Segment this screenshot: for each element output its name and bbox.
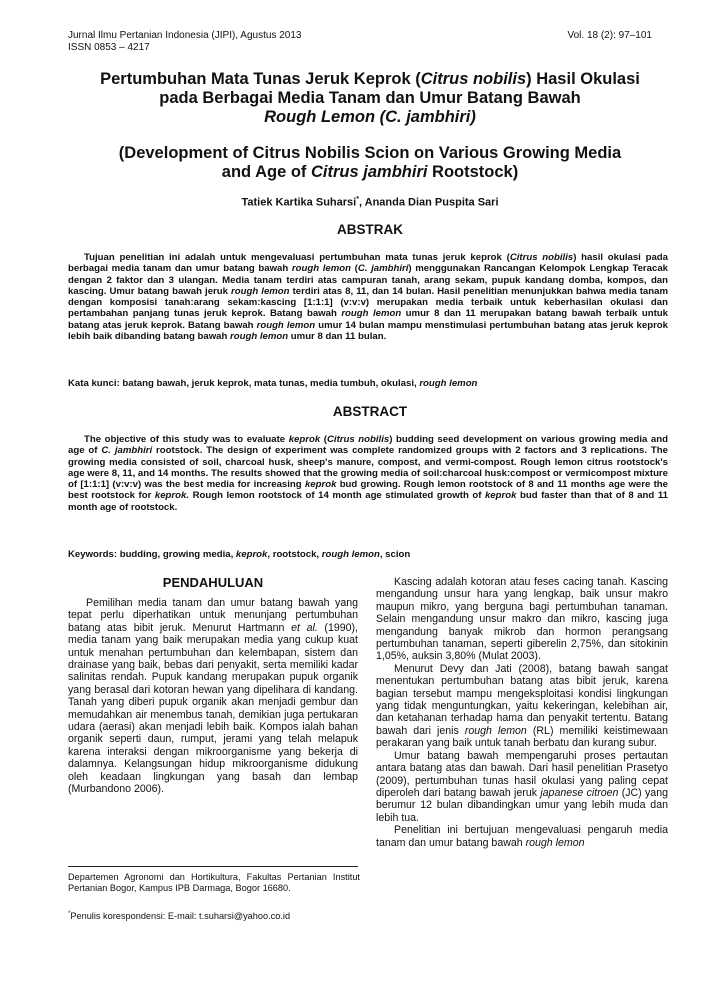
abstract-body: The objective of this study was to evaluate keprok (Citrus nobilis) budding seed development on various growing media and age of C. jambhiri rootstock. The design of experiment was complete randomized groups with 2 factors and 3 replications. The growing media consisted of soil, charcoal husk, sheep's manure, compost, and vermi-compost. Rough lemon citrus rootstock's age were 8, 11, and 14 months. The results showed that the growing media of soil:charcoal husk:compost or vermicompost mixture of [1:1:1] (v:v:v) was the best media for increasing keprok bud growing. Rough lemon rootstock of 8 and 11 months age were the best rootstock for keprok. Rough lemon rootstock of 14 month age stimulated growth of keprok bud faster than that of 8 and 11 month age of rootstock. xyxy=(68,434,668,513)
footnote-rule xyxy=(68,866,358,867)
issn: ISSN 0853 – 4217 xyxy=(68,42,150,53)
title-id-line-3: Rough Lemon (C. jambhiri) xyxy=(264,108,476,126)
keywords: Keywords: budding, growing media, keprok, rootstock, rough lemon, scion xyxy=(68,549,411,560)
title-en-line-1: (Development of Citrus Nobilis Scion on Various Growing Media xyxy=(118,144,622,162)
journal-header xyxy=(68,30,301,54)
paragraph-3: Menurut Devy dan Jati (2008), batang bawah sangat menentukan pertumbuhan batang atas bibit jeruk, karena bagian tersebut mampu mengeksploitasi kondisi lingkungan yang tidak menguntungkan, yaitu kekeringan, kelebihan air, dan ketahanan terhadap hama dan penyakit tertentu. Batang bawah dari jenis rough lemon (RL) memiliki keistimewaan perakaran yang baik untuk tanah berbatu dan kurang subur. xyxy=(376,662,669,750)
volume-info: Vol. 18 (2): 97–101 xyxy=(567,30,652,41)
title-id-text-2: ) Hasil Okulasi xyxy=(526,70,640,88)
abstrak-body: Tujuan penelitian ini adalah untuk mengevaluasi pertumbuhan mata tunas jeruk keprok (Citrus nobilis) hasil okulasi pada berbagai media tanam dan umur batang bawah rough lemon (C. jambhiri) menggunakan Rancangan Kelompok Lengkap Teracak dengan 2 faktor dan 3 ulangan. Media tanam terdiri atas campuran tanah, arang sekam, pupuk kandang domba, kompos, dan kascing. Umur batang bawah jeruk rough lemon terdiri atas 8, 11, dan 14 bulan. Hasil penelitian menunjukkan bahwa media tanam dengan komposisi tanah:arang sekam:kascing [1:1:1] (v:v:v) merupakan media terbaik untuk keberhasilan okulasi dan pertambahan panjang tunas jeruk keprok. Batang bawah rough lemon umur 8 dan 11 merupakan batang bawah terbaik untuk batang atas jeruk keprok. Batang bawah rough lemon umur 14 bulan mampu menstimulasi pertumbuhan batang atas jeruk keprok lebih baik dibanding batang bawah rough lemon umur 8 dan 11 bulan. xyxy=(68,252,669,343)
kata-kunci: Kata kunci: batang bawah, jeruk keprok, mata tunas, media tumbuh, okulasi, rough lemon xyxy=(68,378,478,389)
author-mark: * xyxy=(356,196,359,203)
title-english xyxy=(60,144,680,182)
author-2: , Ananda Dian Puspita Sari xyxy=(358,196,499,209)
author-line xyxy=(60,196,680,209)
paragraph-1: Pemilihan media tanam dan umur batang bawah yang tepat perlu diperhatikan untuk menunjang pertumbuhan batang atas bibit jeruk. Menurut Hartmann et al. (1990), media tanam yang baik merupakan media yang cukup kuat untuk menahan pertumbuhan dan kelembapan, sistem dan drainase yang baik, bebas dari penyakit, serta memiliki kadar salinitas rendah. Pupuk kandang merupakan pupuk organik yang berasal dari kotoran hewan yang dipelihara di kandang. Tanah yang diberi pupuk organik akan menjadi gembur dan memudahkan air menembus tanah, demikian juga pertukaran udara (aerasi) akan menjadi lebih baik. Kompos ialah bahan organik seperti daun, rumput, jerami yang telah melapuk karena interaksi dengan mikroorganisme yang bekerja di dalamnya. Kelangsungan hidup mikroorganisme didukung oleh keadaan lingkungan yang basah dan lembap (Murbandono 2006). xyxy=(68,597,358,796)
title-en-text-3: Rootstock) xyxy=(427,163,519,181)
title-indonesian xyxy=(60,70,680,127)
paragraph-5: Penelitian ini bertujuan mengevaluasi pengaruh media tanam dan umur batang bawah rough lemon xyxy=(376,824,668,849)
footnote-correspondence: *Penulis korespondensi: E-mail: t.suharsi@yahoo.co.id xyxy=(68,911,291,922)
abstrak-heading: ABSTRAK xyxy=(337,222,403,237)
author-1: Tatiek Kartika Suharsi xyxy=(241,196,357,209)
paragraph-4: Umur batang bawah mempengaruhi proses pertautan antara batang atas dan bawah. Dari hasil penelitian Prasetyo (2009), pertumbuhan tunas hasil okulasi yang paling cepat diperoleh dari batang bawah jeruk japanese citroen (JC) yang berumur 12 bulan dibandingkan umur yang lebih muda dan lebih tua. xyxy=(376,749,668,824)
title-id-line-2: pada Berbagai Media Tanam dan Umur Batang Bawah xyxy=(159,89,581,107)
journal-name: Jurnal Ilmu Pertanian Indonesia (JIPI), Agustus 2013 xyxy=(68,30,302,41)
title-en-text-2: and Age of xyxy=(221,163,312,181)
pendahuluan-heading: PENDAHULUAN xyxy=(162,575,264,590)
title-id-italic-1: Citrus nobilis xyxy=(420,70,527,88)
footnote-affiliation: Departemen Agronomi dan Hortikultura, Fakultas Pertanian Institut Pertanian Bogor, Kampus IPB Darmaga, Bogor 16680. xyxy=(68,872,360,893)
right-column xyxy=(376,576,668,849)
paragraph-2: Kascing adalah kotoran atau feses cacing tanah. Kascing mengandung unsur hara yang lengkap, baik unsur makro maupun mikro, yang berguna bagi pertumbuhan tanaman. Selain mengandung unsur makro dan mikro, kascing juga mengandung banyak mikrob dan hormon perangsang pertumbuhan tanaman, seperti giberelin 2,75%, dan sitokinin 1,05%, auksin 3,80% (Mulat 2003). xyxy=(376,576,668,663)
abstract-heading: ABSTRACT xyxy=(332,404,408,419)
left-column xyxy=(68,597,358,796)
title-en-italic: Citrus jambhiri xyxy=(311,163,428,181)
title-id-text-1: Pertumbuhan Mata Tunas Jeruk Keprok ( xyxy=(100,70,421,88)
